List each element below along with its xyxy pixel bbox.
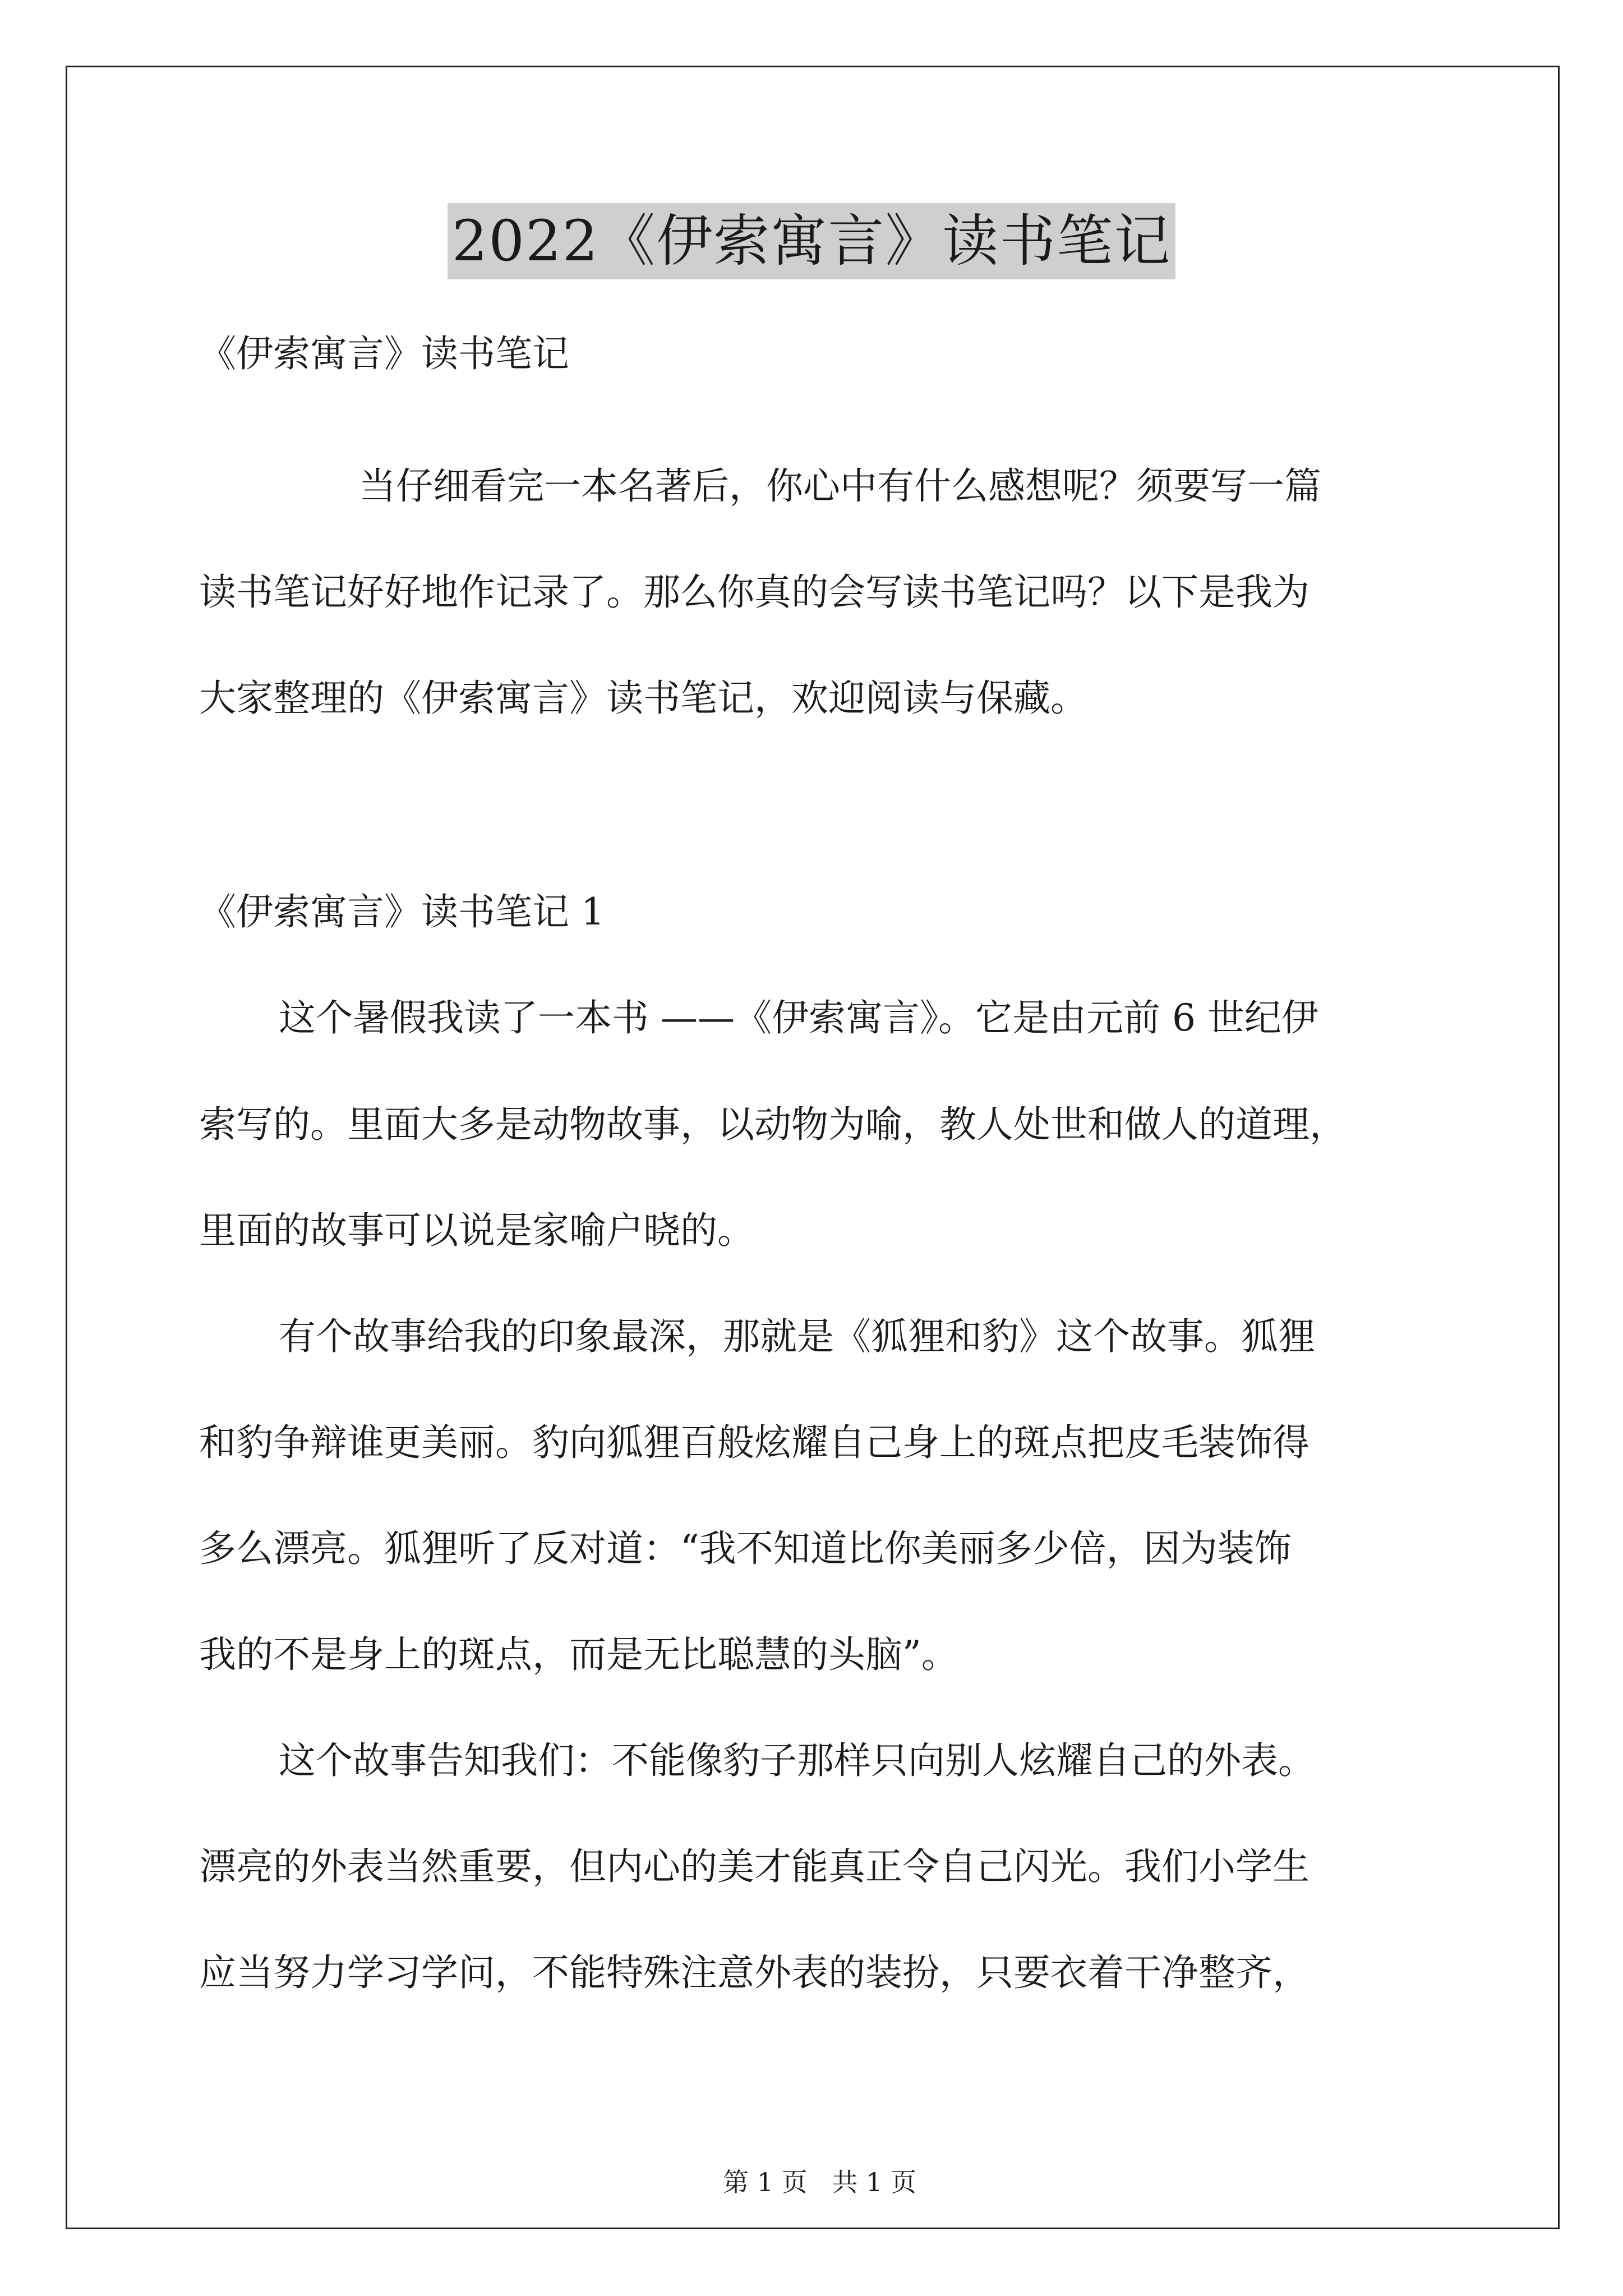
intro-line: 当仔细看完一本名著后，你心中有什么感想呢？须要写一篇 (359, 464, 1321, 508)
document-title-text: 2022《伊索寓言》读书笔记 (448, 203, 1176, 279)
paragraph-line: 里面的故事可以说是家喻户晓的。 (199, 1209, 754, 1252)
section-heading: 《伊索寓言》读书笔记 1 (199, 890, 605, 933)
document-subtitle: 《伊索寓言》读书笔记 (199, 332, 569, 375)
paragraph-line: 多么漂亮。狐狸听了反对道：“我不知道比你美丽多少倍，因为装饰 (199, 1527, 1292, 1570)
paragraph-line: 这个暑假我读了一本书 ——《伊索寓言》。它是由元前 6 世纪伊 (279, 996, 1318, 1039)
paragraph-line: 这个故事告知我们：不能像豹子那样只向别人炫耀自己的外表。 (279, 1739, 1315, 1782)
intro-line: 读书笔记好好地作记录了。那么你真的会写读书笔记吗？以下是我为 (199, 570, 1310, 614)
document-title (0, 203, 1623, 279)
paragraph-line: 有个故事给我的印象最深，那就是《狐狸和豹》这个故事。狐狸 (279, 1315, 1315, 1358)
page-number: 第 1 页 共 1 页 (723, 2167, 917, 2197)
intro-line: 大家整理的《伊索寓言》读书笔记，欢迎阅读与保藏。 (199, 677, 1087, 720)
paragraph-line: 漂亮的外表当然重要，但内心的美才能真正令自己闪光。我们小学生 (199, 1845, 1310, 1888)
paragraph-line: 和豹争辩谁更美丽。豹向狐狸百般炫耀自己身上的斑点把皮毛装饰得 (199, 1421, 1310, 1464)
page-footer (0, 2132, 1623, 2199)
paragraph-line: 我的不是身上的斑点，而是无比聪慧的头脑”。 (199, 1633, 958, 1676)
paragraph-line: 索写的。里面大多是动物故事，以动物为喻，教人处世和做人的道理， (199, 1103, 1347, 1146)
paragraph-line: 应当努力学习学问，不能特殊注意外表的装扮，只要衣着干净整齐， (199, 1951, 1310, 1994)
